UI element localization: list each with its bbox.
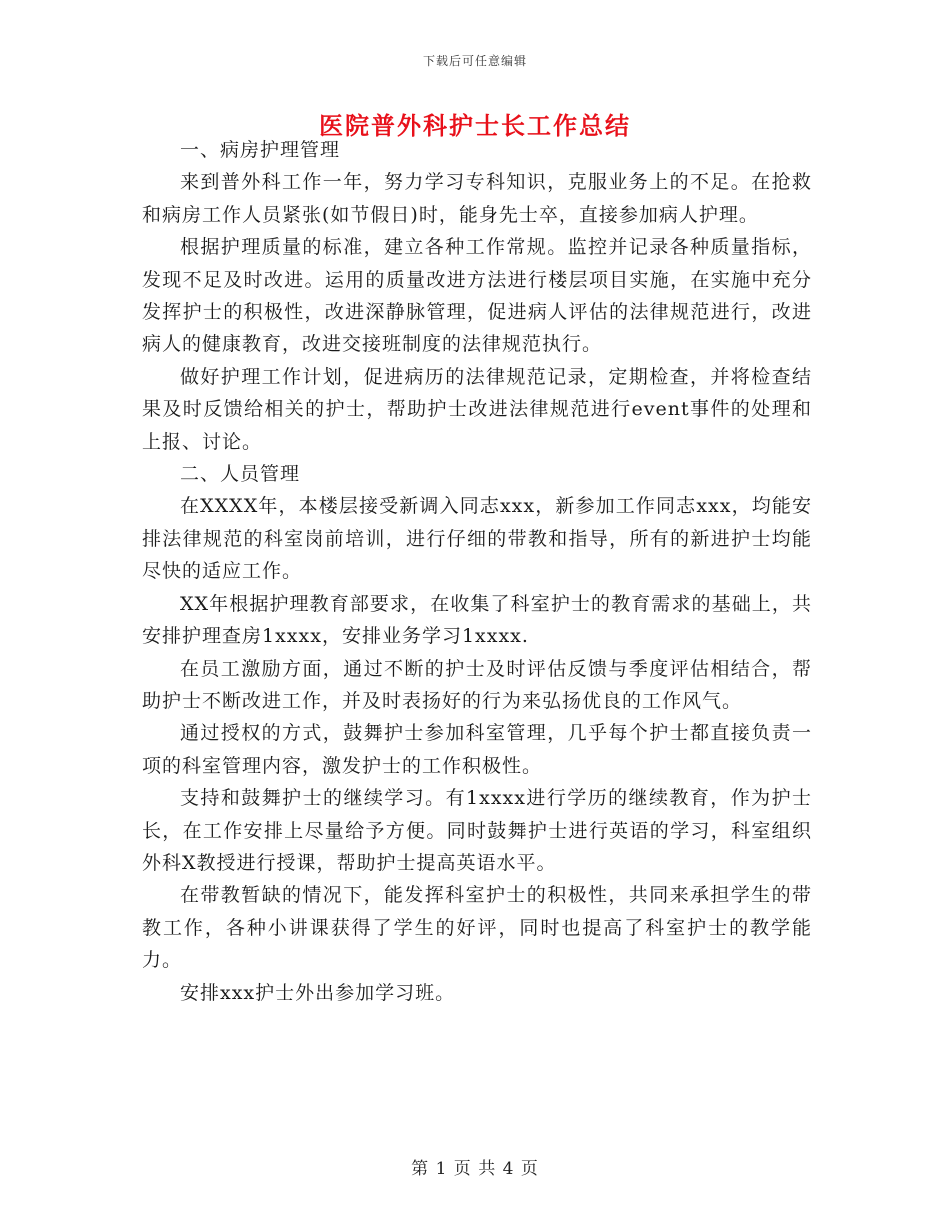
paragraph: XX年根据护理教育部要求，在收集了科室护士的教育需求的基础上，共安排护理查房1xxxx，安排业务学习1xxxx. xyxy=(142,592,812,648)
document-body xyxy=(142,134,812,1009)
paragraph: 来到普外科工作一年，努力学习专科知识，克服业务上的不足。在抢救和病房工作人员紧张(如节假日)时，能身先士卒，直接参加病人护理。 xyxy=(142,171,812,226)
paragraph: 在带教暂缺的情况下，能发挥科室护士的积极性，共同来承担学生的带教工作，各种小讲课获得了学生的好评，同时也提高了科室护士的教学能力。 xyxy=(142,884,812,972)
paragraph: 做好护理工作计划，促进病历的法律规范记录，定期检查，并将检查结果及时反馈给相关的护士，帮助护士改进法律规范进行event事件的处理和上报、讨论。 xyxy=(142,365,812,453)
paragraph: 在员工激励方面，通过不断的护士及时评估反馈与季度评估相结合，帮助护士不断改进工作，并及时表扬好的行为来弘扬优良的工作风气。 xyxy=(142,657,812,712)
paragraph: 通过授权的方式，鼓舞护士参加科室管理，几乎每个护士都直接负责一项的科室管理内容，激发护士的工作积极性。 xyxy=(142,722,812,777)
page-header-note: 下载后可任意编辑 xyxy=(422,54,527,68)
paragraph: 根据护理质量的标准，建立各种工作常规。监控并记录各种质量指标，发现不足及时改进。运用的质量改进方法进行楼层项目实施，在实施中充分发挥护士的积极性，改进深静脉管理，促进病人评估的法律规范进行，改进病人的健康教育，改进交接班制度的法律规范执行。 xyxy=(142,236,812,356)
section-heading-ward-management: 一、病房护理管理 xyxy=(180,139,341,161)
section-heading-staff-management: 二、人员管理 xyxy=(180,463,301,486)
paragraph: 支持和鼓舞护士的继续学习。有1xxxx进行学历的继续教育，作为护士长，在工作安排上尽量给予方便。同时鼓舞护士进行英语的学习，科室组织外科X教授进行授课，帮助护士提高英语水平。 xyxy=(142,787,812,874)
paragraph: 在XXXX年，本楼层接受新调入同志xxx，新参加工作同志xxx，均能安排法律规范的科室岗前培训，进行仔细的带教和指导，所有的新进护士均能尽快的适应工作。 xyxy=(142,495,812,583)
paragraph: 安排xxx护士外出参加学习班。 xyxy=(180,981,456,1004)
page-number-indicator: 第 1 页 共 4 页 xyxy=(411,1159,539,1179)
document-title: 医院普外科护士长工作总结 xyxy=(319,111,631,140)
